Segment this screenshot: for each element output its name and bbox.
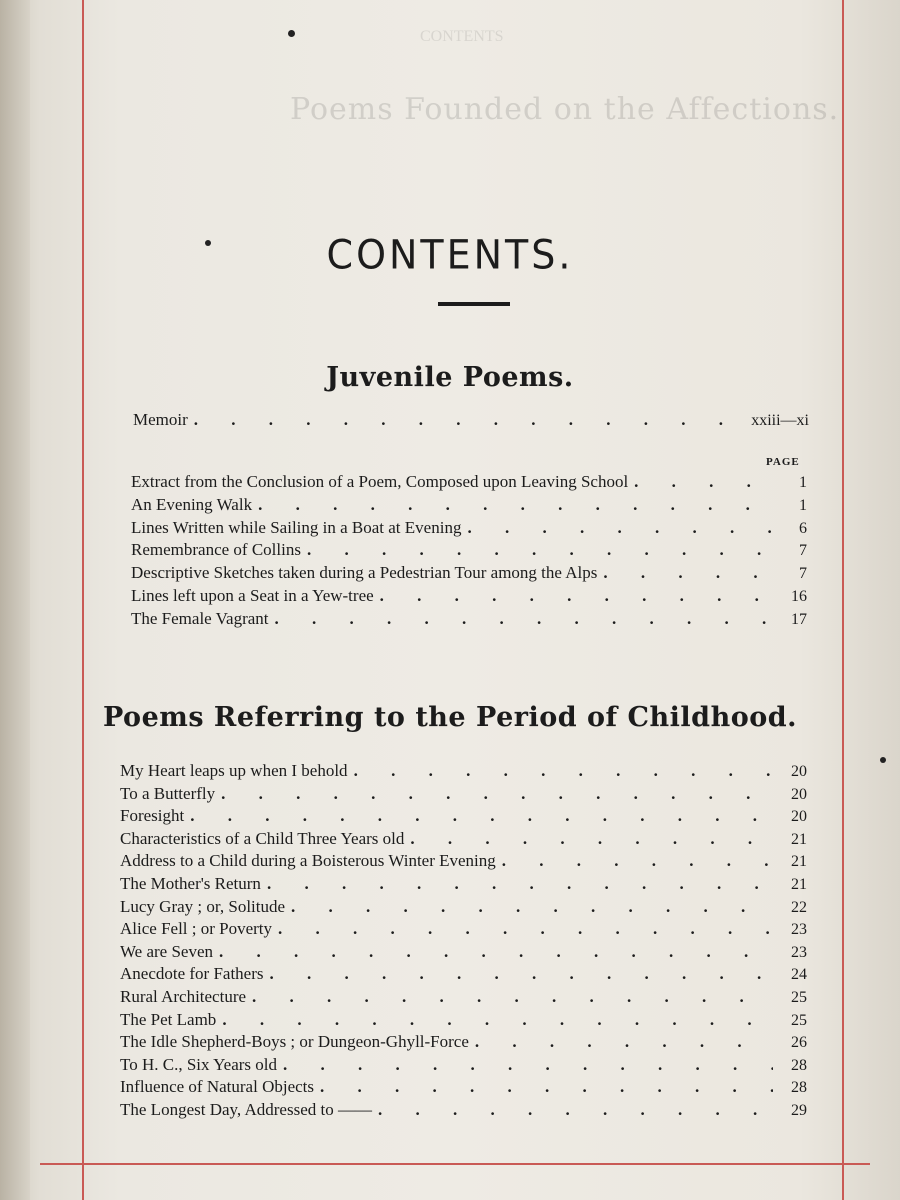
entry-title: The Mother's Return <box>120 874 261 893</box>
toc-entry[interactable] <box>131 609 807 631</box>
toc-entry[interactable] <box>131 518 807 540</box>
entry-page: 24 <box>791 966 807 984</box>
leader-dots <box>261 874 773 894</box>
leader-dots <box>372 1100 773 1120</box>
title-underline <box>438 302 510 306</box>
toc-entry[interactable] <box>120 987 807 1009</box>
toc-entry[interactable] <box>120 851 807 873</box>
toc-entry[interactable] <box>120 1055 807 1077</box>
entry-page: 20 <box>791 808 807 826</box>
bleed-through-heading: Poems Founded on the Affections. <box>290 92 840 127</box>
entry-page: 17 <box>791 610 807 628</box>
entry-page: 21 <box>791 830 807 848</box>
ink-speck <box>880 757 886 763</box>
leader-dots <box>184 806 773 826</box>
entry-page: 20 <box>791 785 807 803</box>
entry-title: We are Seven <box>120 941 214 961</box>
toc-entry[interactable] <box>120 829 807 851</box>
leader-dots <box>272 919 773 939</box>
leader-dots <box>246 987 773 1007</box>
section-heading-childhood: Poems Referring to the Period of Childhood. <box>102 702 797 733</box>
page-column-header: PAGE <box>766 456 800 468</box>
book-spine <box>0 0 30 1200</box>
entry-title: Remembrance of Collins <box>131 540 301 560</box>
bleed-through-header: CONTENTS <box>420 28 504 45</box>
leader-dots <box>264 964 773 984</box>
leader-dots <box>252 495 773 515</box>
entry-page: 29 <box>791 1102 807 1119</box>
entry-page: 1 <box>799 474 807 491</box>
toc-entry[interactable] <box>131 563 807 585</box>
entry-page: 28 <box>791 1079 807 1097</box>
leader-dots <box>374 586 773 606</box>
entry-title: Anecdote for Fathers <box>120 964 264 984</box>
entry-page: 21 <box>791 876 807 893</box>
toc-entry-memoir[interactable] <box>133 410 809 432</box>
leader-dots <box>215 784 773 804</box>
toc-entry[interactable] <box>120 919 807 941</box>
page-title: CONTENTS. <box>326 232 574 279</box>
entry-title: Descriptive Sketches taken during a Pedestrian Tour among the Alps <box>131 563 598 583</box>
entry-page: 28 <box>791 1056 807 1074</box>
right-margin-rule <box>842 0 844 1200</box>
section-heading-juvenile: Juvenile Poems. <box>326 362 574 393</box>
leader-dots <box>314 1077 773 1097</box>
leader-dots <box>301 540 773 560</box>
entry-page: 21 <box>791 853 807 871</box>
entry-page: 25 <box>791 1011 807 1029</box>
toc-entry[interactable] <box>120 1032 807 1054</box>
leader-dots <box>348 761 773 781</box>
entry-title: The Female Vagrant <box>131 608 269 628</box>
entry-page: 23 <box>791 921 807 939</box>
leader-dots <box>496 851 773 871</box>
leader-dots <box>285 897 773 917</box>
entry-page: 7 <box>799 565 807 583</box>
entry-title: Influence of Natural Objects <box>120 1077 314 1097</box>
entry-title: To a Butterfly <box>120 783 216 803</box>
toc-entry[interactable] <box>120 897 807 919</box>
entry-title: Foresight <box>120 806 185 826</box>
entry-title: The Pet Lamb <box>120 1009 217 1029</box>
entry-page: 20 <box>791 763 807 780</box>
leader-dots <box>269 609 773 629</box>
leader-dots <box>188 410 751 430</box>
entry-title: Alice Fell ; or Poverty <box>120 919 273 939</box>
toc-entry[interactable] <box>120 964 807 986</box>
entry-page: 26 <box>791 1034 807 1052</box>
entry-page: 22 <box>791 898 807 916</box>
toc-entry[interactable] <box>120 806 807 828</box>
entry-page: 1 <box>799 496 807 514</box>
toc-entry[interactable] <box>120 761 807 783</box>
toc-entry[interactable] <box>131 495 807 517</box>
entry-title: Lines left upon a Seat in a Yew-tree <box>131 586 374 605</box>
entry-title: To H. C., Six Years old <box>120 1054 278 1074</box>
entry-page: 23 <box>791 943 807 961</box>
entry-title: Characteristics of a Child Three Years old <box>120 828 405 848</box>
toc-entry[interactable] <box>120 1010 807 1032</box>
leader-dots <box>597 563 773 583</box>
entry-title: Lines Written while Sailing in a Boat at Evening <box>131 517 462 537</box>
left-margin-rule <box>82 0 84 1200</box>
toc-entry[interactable] <box>131 586 807 608</box>
entry-title: An Evening Walk <box>131 494 253 514</box>
entry-title: The Longest Day, Addressed to —— <box>120 1100 372 1119</box>
leader-dots <box>213 942 773 962</box>
leader-dots <box>277 1055 773 1075</box>
entry-title: Lucy Gray ; or, Solitude <box>120 896 286 916</box>
entry-page: 7 <box>799 542 807 560</box>
toc-entry[interactable] <box>131 540 807 562</box>
entry-page: 16 <box>791 588 807 605</box>
leader-dots <box>628 472 773 492</box>
toc-entry[interactable] <box>120 1100 807 1122</box>
leader-dots <box>216 1010 773 1030</box>
toc-entry[interactable] <box>120 874 807 896</box>
toc-entry[interactable] <box>120 942 807 964</box>
entry-title: Memoir <box>133 410 188 429</box>
leader-dots <box>461 518 773 538</box>
entry-title: My Heart leaps up when I behold <box>120 761 348 780</box>
toc-entry[interactable] <box>120 784 807 806</box>
entry-title: Address to a Child during a Boisterous Winter Evening <box>120 851 496 871</box>
toc-entry[interactable] <box>120 1077 807 1099</box>
toc-entry[interactable] <box>131 472 807 494</box>
entry-page: 25 <box>791 989 807 1006</box>
leader-dots <box>469 1032 773 1052</box>
ink-speck <box>288 30 295 37</box>
entry-title: Rural Architecture <box>120 987 247 1006</box>
leader-dots <box>404 829 773 849</box>
entry-title: Extract from the Conclusion of a Poem, Composed upon Leaving School <box>131 472 629 491</box>
entry-page: xxiii—xi <box>751 412 809 429</box>
entry-title: The Idle Shepherd-Boys ; or Dungeon-Ghyll-Force <box>120 1032 469 1052</box>
bottom-margin-rule <box>40 1163 870 1165</box>
entry-page: 6 <box>799 519 807 537</box>
